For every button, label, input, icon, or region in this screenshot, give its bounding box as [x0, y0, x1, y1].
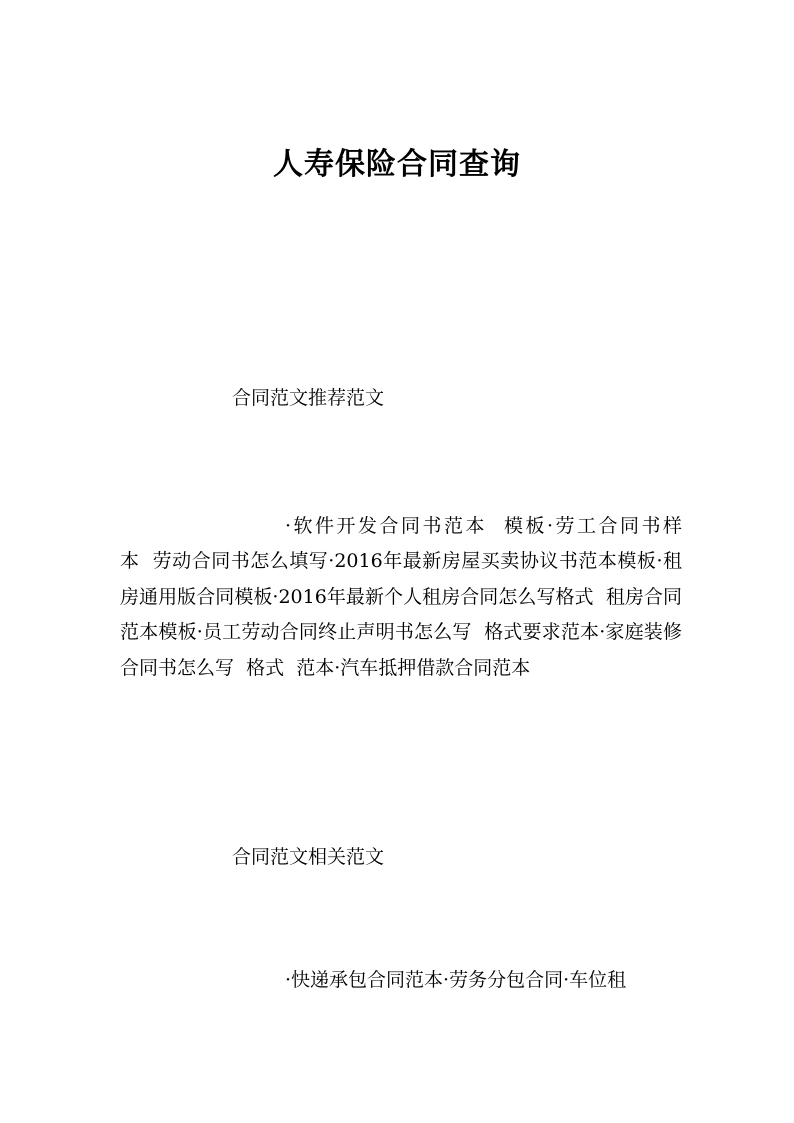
recommended-list	[120, 509, 682, 686]
recommended-item: 范本·汽车抵押借款合同范本	[296, 656, 531, 679]
recommended-item: ·软件开发合同书范本	[285, 515, 487, 537]
related-item: ·快递承包合同范本·劳务分包合同·车位租	[285, 969, 627, 991]
recommended-item: 格式	[246, 656, 285, 679]
recommended-item: 租房合同范本模板·员工劳动合同终止声明书怎么写	[120, 585, 682, 644]
recommended-item: 模板·劳工合同书样本	[120, 515, 682, 573]
document-title: 人寿保险合同查询	[273, 147, 521, 182]
related-list	[120, 963, 682, 998]
recommended-item: 格式要求范本·家庭装修合同书怎么写	[120, 621, 682, 679]
related-heading: 合同范文相关范文	[232, 846, 385, 868]
recommended-heading: 合同范文推荐范文	[232, 387, 385, 409]
recommended-item: 劳动合同书怎么填写·2016年最新房屋买卖协议书范本模板·租房通用版合同模板·2016年最新个人租房合同怎么写格式	[120, 550, 682, 608]
